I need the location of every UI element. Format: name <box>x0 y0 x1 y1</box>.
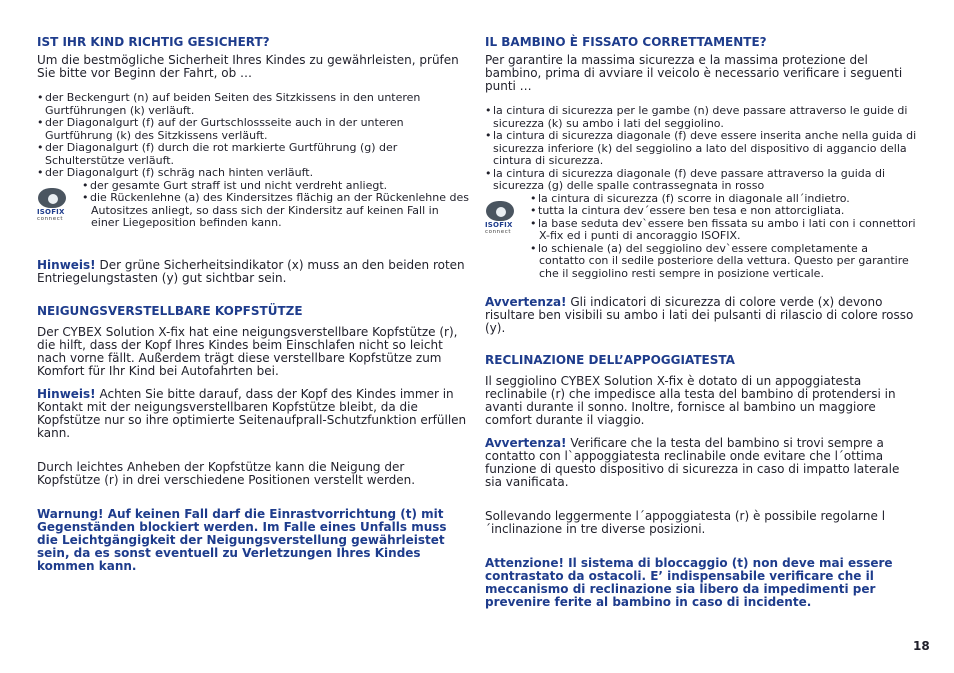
list-item: • la cintura di sicurezza per le gambe (n) deve passare attraverso le guide di sicurezza (k) su ambo i lati del seggiolino. <box>485 105 917 130</box>
headrest-paragraph: Il seggiolino CYBEX Solution X-fix è dotato di un appoggiatesta reclinabile (r) che impedisce alla testa del bambino di protendersi in avanti durante il sonno. Inoltre, fornisce al bambino un maggiore comfort durante il viaggio. <box>485 374 896 427</box>
logo-text: ISOFIX <box>485 220 513 229</box>
list-item: • der Diagonalgurt (f) durch die rot markierte Gurtführung (g) der Schulterstütze verläuft. <box>37 142 469 167</box>
hint-paragraph <box>37 259 469 285</box>
logo-text: ISOFIX <box>37 207 65 216</box>
hint-paragraph <box>485 296 917 335</box>
isofix-connect-logo <box>37 188 71 228</box>
hint-text: Verificare che la testa del bambino si trovi sempre a contatto con l`appoggiatesta reclinabile onde evitare che l´ottima funzione di questo dispositivo di sicurezza in caso di impatto laterale sia vanificata. <box>485 436 900 489</box>
german-column <box>37 36 469 573</box>
italian-column <box>485 36 917 609</box>
adjust-paragraph: Sollevando leggermente l´appoggiatesta (r) è possibile regolarne l´inclinazione in tre diverse posizioni. <box>485 509 886 536</box>
list-item: • la cintura di sicurezza diagonale (f) deve essere inserita anche nella guida di sicurezza inferiore (k) del seggiolino a lato del dispositivo di aggancio della cintura di sicurezza. <box>485 130 917 168</box>
isofix-checklist <box>37 180 469 230</box>
warning-paragraph: Attenzione! Il sistema di bloccaggio (t) non deve mai essere contrastato da ostacoli. E’ indispensabile verificare che il meccanismo di reclinazione sia libero da impedimenti per prevenire ferite al bambino in caso di incidente. <box>485 556 893 609</box>
list-item: • die Rückenlehne (a) des Kindersitzes flächig an der Rückenlehne des Autositzes anliegt, so dass sich der Kindersitz auf keinen Fall in einer Liegeposition befinden kann. <box>82 192 469 230</box>
hint-label: Hinweis! <box>37 257 96 272</box>
logo-subtext: connect <box>485 228 512 235</box>
hint-label: Avvertenza! <box>485 295 567 309</box>
isofix-connect-logo <box>485 201 519 241</box>
hint-text: Achten Sie bitte darauf, dass der Kopf des Kindes immer in Kontakt mit der neigungsverstellbaren Kopfstütze bleibt, da die Kopfstütze nur so ihre optimierte Seitenaufprall-Schutzfunktion erfüllen kann. <box>37 386 467 440</box>
intro-paragraph: Um die bestmögliche Sicherheit Ihres Kindes zu gewährleisten, prüfen Sie bitte vor Beginn der Fahrt, ob … <box>37 53 459 80</box>
warning-paragraph: Warnung! Auf keinen Fall darf die Einrastvorrichtung (t) mit Gegenständen blockiert werden. Im Falle eines Unfalls muss die Leichtgängigkeit der Neigungsverstellung gewährleistet sein, da es sonst eventuell zu Verletzungen Ihres Kindes kommen kann. <box>37 506 447 573</box>
list-item: • la cintura di sicurezza diagonale (f) deve passare attraverso la guida di sicurezza (g) delle spalle contrassegnata in rosso <box>485 168 917 193</box>
hint-label: Hinweis! <box>37 386 96 401</box>
isofix-disc-icon <box>486 201 514 221</box>
section-title-headrest: NEIGUNGSVERSTELLBARE KOPFSTÜTZE <box>37 303 303 318</box>
checklist <box>485 105 917 193</box>
checklist <box>37 92 469 180</box>
list-item: • tutta la cintura dev´essere ben tesa e non attorcigliata. <box>530 205 917 218</box>
logo-subtext: connect <box>37 215 64 222</box>
list-item: • la cintura di sicurezza (f) scorre in diagonale all´indietro. <box>530 193 917 206</box>
list-item: • der Diagonalgurt (f) schräg nach hinten verläuft. <box>37 167 469 180</box>
section-title-headrest: RECLINAZIONE DELL’APPOGGIATESTA <box>485 353 735 367</box>
section-title-secured: IST IHR KIND RICHTIG GESICHERT? <box>37 35 270 49</box>
hint-label: Avvertenza! <box>485 436 567 450</box>
list-item: • der Beckengurt (n) auf beiden Seiten des Sitzkissens in den unteren Gurtführungen (k) verläuft. <box>37 92 469 117</box>
page-number: 18 <box>913 639 930 653</box>
hint-text: Gli indicatori di sicurezza di colore verde (x) devono risultare ben visibili su ambo i lati dei pulsanti di rilascio di colore rosso (y). <box>485 295 914 335</box>
isofix-checklist <box>485 193 917 281</box>
list-item: • der Diagonalgurt (f) auf der Gurtschlossseite auch in der unteren Gurtführung (k) des Sitzkissens verläuft. <box>37 117 469 142</box>
list-item: • la base seduta dev`essere ben fissata su ambo i lati con i connettori X-fix ed i punti di ancoraggio ISOFIX. <box>530 218 917 243</box>
section-title-secured: IL BAMBINO È FISSATO CORRETTAMENTE? <box>485 35 767 49</box>
hint-text: Der grüne Sicherheitsindikator (x) muss an den beiden roten Entriegelungstasten (y) gut sichtbar sein. <box>37 257 465 285</box>
list-item: • der gesamte Gurt straff ist und nicht verdreht anliegt. <box>82 180 469 193</box>
list-item: • lo schienale (a) del seggiolino dev`essere completamente a contatto con il sedile posteriore della vettura. Questo per garantire che il seggiolino resti sempre in posizione verticale. <box>530 243 917 281</box>
hint-paragraph <box>485 437 917 489</box>
hint-paragraph <box>37 388 469 440</box>
isofix-disc-icon <box>38 188 66 208</box>
intro-paragraph: Per garantire la massima sicurezza e la massima protezione del bambino, prima di avviare il veicolo è necessario verificare i seguenti punti … <box>485 53 903 93</box>
headrest-paragraph: Der CYBEX Solution X-fix hat eine neigungsverstellbare Kopfstütze (r), die hilft, dass der Kopf Ihres Kindes beim Einschlafen nicht so leicht nach vorne fällt. Außerdem trägt diese verstellbare Kopfstütze zum Komfort für Ihr Kind bei Autofahrten bei. <box>37 324 458 378</box>
adjust-paragraph: Durch leichtes Anheben der Kopfstütze kann die Neigung der Kopfstütze (r) in drei verschiedene Positionen verstellt werden. <box>37 459 416 487</box>
